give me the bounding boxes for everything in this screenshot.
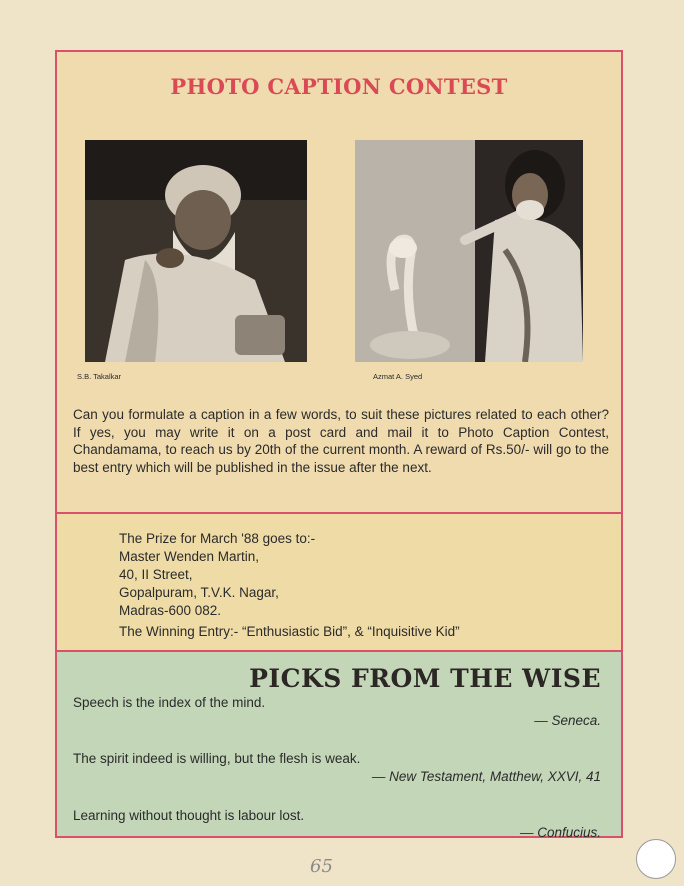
- page-frame: [55, 50, 623, 838]
- contest-title: PHOTO CAPTION CONTEST: [170, 74, 508, 99]
- prize-line: Gopalpuram, T.V.K. Nagar,: [119, 585, 279, 600]
- photo-credit-right: Azmat A. Syed: [373, 372, 423, 381]
- quote-author: — Confucius.: [519, 825, 601, 840]
- prize-address: [119, 530, 315, 620]
- publisher-seal-icon: [636, 839, 676, 879]
- picks-from-the-wise-panel: [57, 652, 621, 840]
- quote-text: Learning without thought is labour lost.: [73, 808, 305, 823]
- prize-line: 40, II Street,: [119, 567, 193, 582]
- quote-author: — New Testament, Matthew, XXVI, 41: [371, 769, 601, 784]
- prize-line: Madras-600 082.: [119, 603, 222, 618]
- photo-snake-charmer: [355, 140, 583, 362]
- wise-title: PICKS FROM THE WISE: [249, 664, 601, 693]
- photo-old-man: [85, 140, 307, 362]
- prize-line: The Prize for March '88 goes to:-: [119, 531, 316, 546]
- quote-text: The spirit indeed is willing, but the flesh is weak.: [73, 751, 361, 766]
- quote-text: Speech is the index of the mind.: [73, 695, 266, 710]
- page-number: 65: [310, 856, 333, 877]
- photo-caption-contest-panel: [57, 52, 621, 514]
- winning-entry: The Winning Entry:- “Enthusiastic Bid”, & “Inquisitive Kid”: [119, 624, 460, 639]
- contest-instructions: Can you formulate a caption in a few words, to suit these pictures related to each other? If yes, you may write it on a post card and mail it to Photo Caption Contest, Chandamama, to reach us by 20th of the current month. A reward of Rs.50/- will go to the best entry which will be published in the issue after the next.: [73, 407, 609, 475]
- prize-line: Master Wenden Martin,: [119, 549, 260, 564]
- photo-credit-left: S.B. Takalkar: [77, 372, 122, 381]
- prize-panel: [57, 514, 621, 652]
- quote-author: — Seneca.: [534, 713, 601, 728]
